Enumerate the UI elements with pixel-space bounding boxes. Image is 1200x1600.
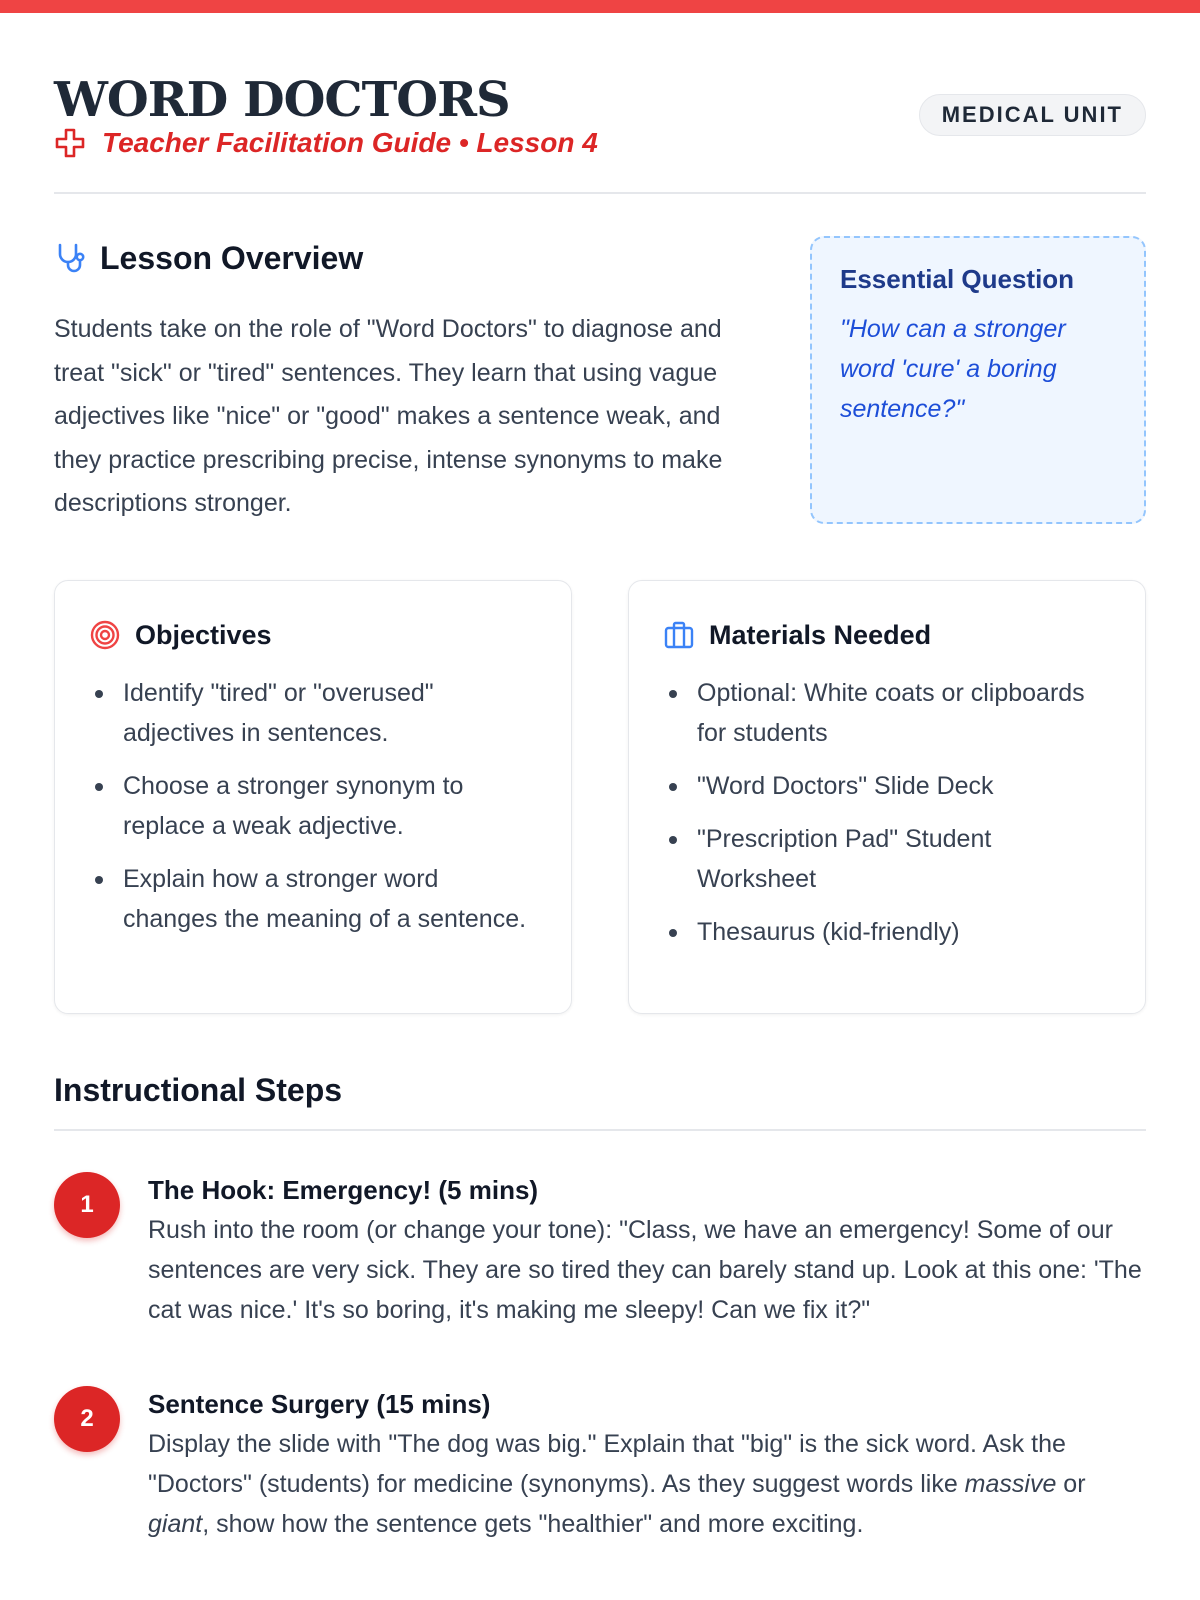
objectives-list — [89, 673, 537, 939]
list-item: "Word Doctors" Slide Deck — [663, 766, 1111, 806]
materials-card — [628, 580, 1146, 1014]
step-text — [148, 1424, 1146, 1544]
materials-heading-row — [663, 615, 1111, 655]
steps-heading: Instructional Steps — [54, 1072, 343, 1108]
target-icon — [89, 619, 121, 651]
step-text-emphasis: massive — [964, 1470, 1057, 1498]
page-title: WORD DOCTORS — [54, 72, 510, 128]
objectives-card — [54, 580, 572, 1014]
subtitle-row — [54, 126, 598, 160]
step-title: The Hook: Emergency! (5 mins) — [148, 1175, 539, 1205]
lesson-guide-page — [54, 0, 1146, 1600]
list-item: Thesaurus (kid-friendly) — [663, 912, 1111, 952]
step-body — [148, 1386, 1146, 1544]
overview-heading-row — [54, 238, 363, 278]
materials-list — [663, 673, 1111, 952]
step-text: Rush into the room (or change your tone): "Class, we have an emergency! Some of our sentences are very sick. They are so tired they can barely stand up. Look at this one: 'The cat was nice.' It's so boring, it's making me sleepy! Can we fix it?" — [148, 1216, 1142, 1324]
list-item: Optional: White coats or clipboards for students — [663, 673, 1111, 753]
materials-heading: Materials Needed — [709, 619, 932, 650]
step-text-part: Display the slide with "The dog was big." Explain that "big" is the sick word. Ask the "Doctors" (students) for medicine (synonyms). As they suggest words like — [148, 1430, 1066, 1498]
step-title: Sentence Surgery (15 mins) — [148, 1389, 491, 1419]
unit-badge: MEDICAL UNIT — [919, 94, 1146, 136]
medical-cross-icon — [54, 127, 86, 159]
overview-text: Students take on the role of "Word Doctors" to diagnose and treat "sick" or "tired" sentences. They learn that using vague adjectives like "nice" or "good" makes a sentence weak, and they practice prescribing precise, intense synonyms to make descriptions stronger. — [54, 315, 723, 517]
essential-question-box — [810, 236, 1146, 524]
list-item: Choose a stronger synonym to replace a weak adjective. — [89, 766, 537, 846]
step-text-part: , show how the sentence gets "healthier" and more exciting. — [202, 1510, 864, 1538]
stethoscope-icon — [54, 241, 88, 275]
page-header — [54, 70, 1146, 194]
step-text-part: or — [1056, 1470, 1086, 1498]
briefcase-icon — [663, 619, 695, 651]
essential-question-text: "How can a stronger word 'cure' a boring sentence?" — [840, 315, 1066, 423]
list-item: Identify "tired" or "overused" adjectives in sentences. — [89, 673, 537, 753]
divider — [54, 1129, 1146, 1131]
objectives-heading-row — [89, 615, 537, 655]
step-text-emphasis: giant — [148, 1510, 203, 1538]
list-item: "Prescription Pad" Student Worksheet — [663, 819, 1111, 899]
objectives-heading: Objectives — [135, 619, 272, 650]
essential-question-label: Essential Question — [840, 264, 1075, 294]
list-item: Explain how a stronger word changes the meaning of a sentence. — [89, 859, 537, 939]
step-body — [148, 1172, 1146, 1330]
step-number-badge: 2 — [54, 1386, 120, 1452]
step-number-badge: 1 — [54, 1172, 120, 1238]
overview-heading: Lesson Overview — [100, 239, 364, 276]
page-subtitle: Teacher Facilitation Guide • Lesson 4 — [102, 127, 598, 158]
